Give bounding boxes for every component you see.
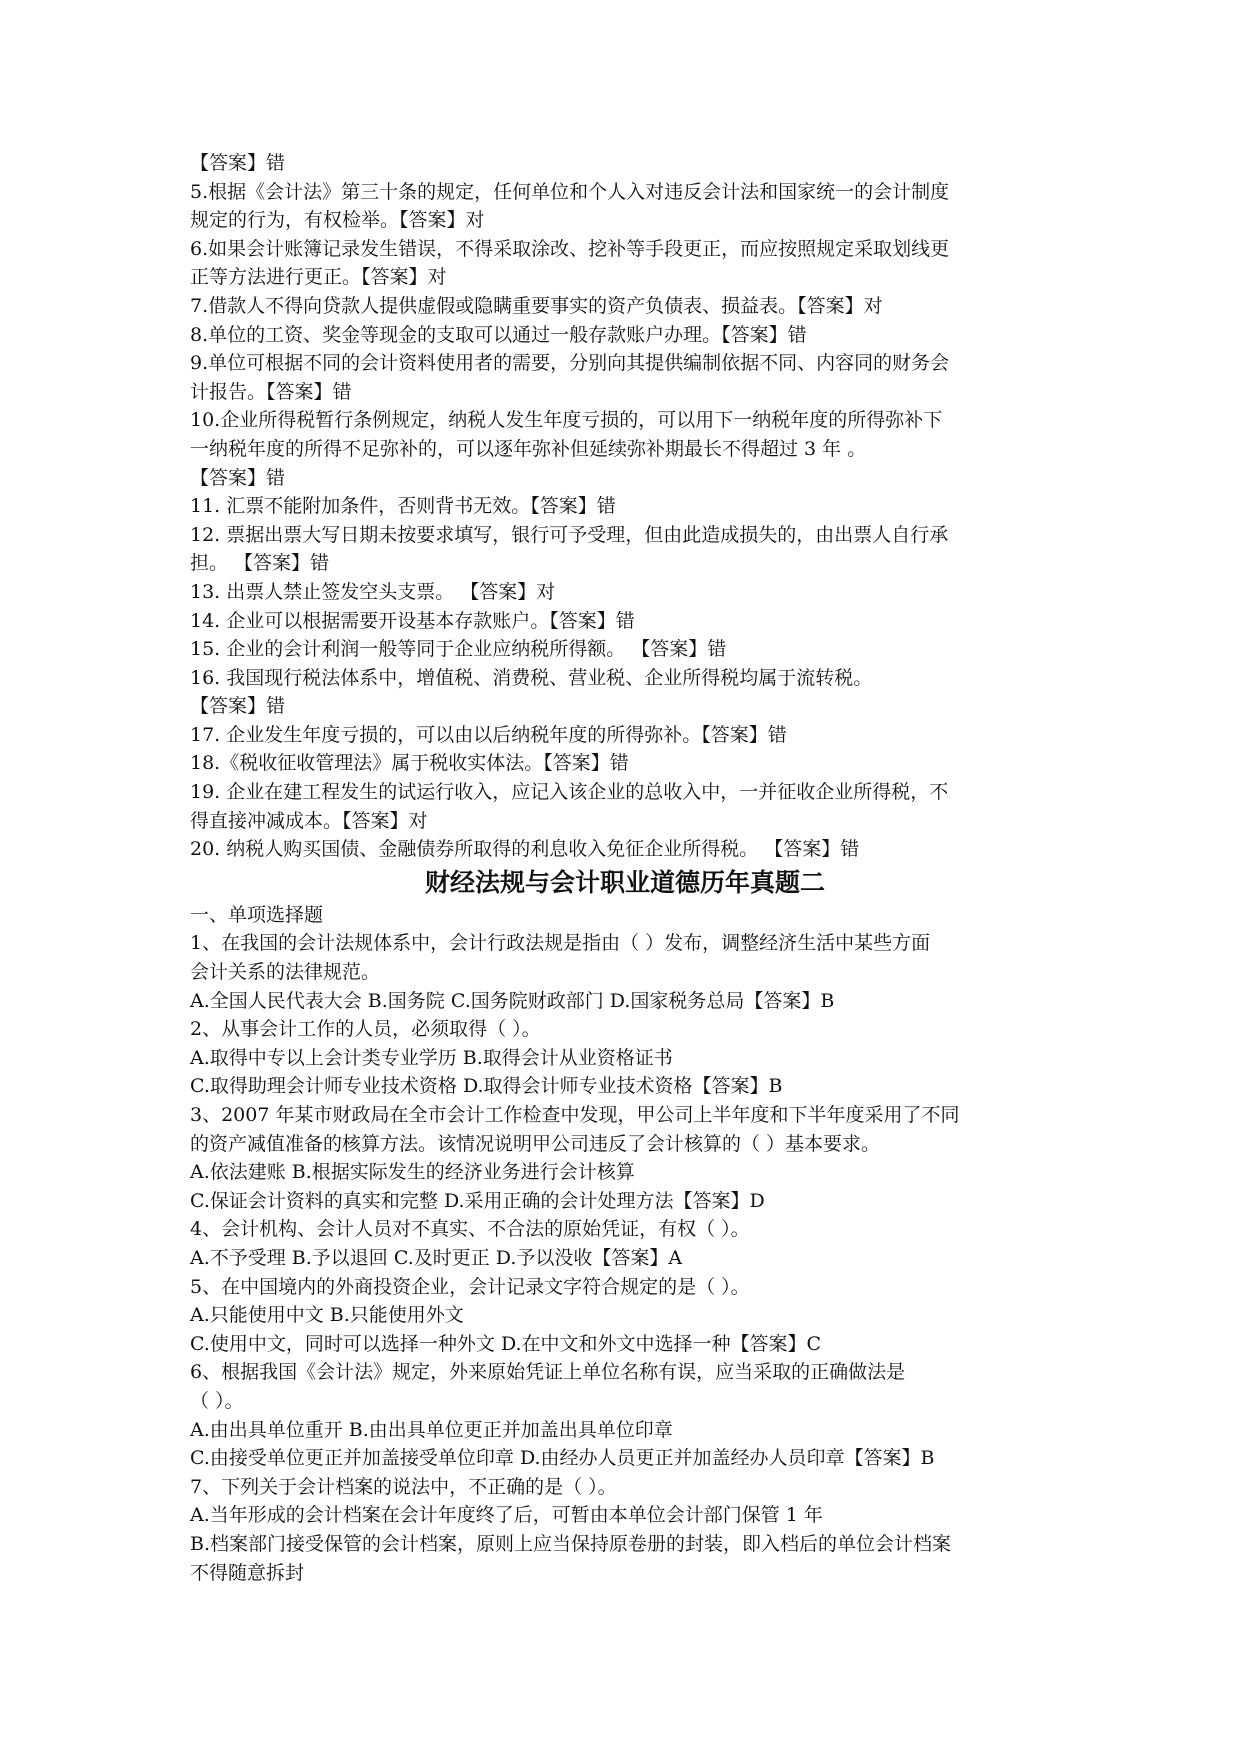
text-line: 不得随意拆封 [190,1561,305,1584]
text-line: A.依法建账 B.根据实际发生的经济业务进行会计核算 [190,1161,635,1184]
text-line: 7、下列关于会计档案的说法中，不正确的是（ ）。 [190,1475,617,1498]
text-line: C.由接受单位更正并加盖接受单位印章 D.由经办人员更正并加盖经办人员印章【答案】B [190,1447,935,1470]
text-line: 19. 企业在建工程发生的试运行收入，应记入该企业的总收入中，一并征收企业所得税，不 [190,781,949,804]
text-line: 12. 票据出票大写日期未按要求填写，银行可予受理，但由此造成损失的，由出票人自行承 [190,523,949,546]
text-line: 【答案】错 [190,152,286,174]
text-line: 【答案】错 [190,466,286,489]
text-line: 2、从事会计工作的人员，必须取得（ ）。 [190,1018,541,1041]
text-line: C.使用中文，同时可以选择一种外文 D.在中文和外文中选择一种【答案】C [190,1332,822,1355]
text-line: 会计关系的法律规范。 [190,961,381,984]
text-line: 正等方法进行更正。【答案】对 [190,266,447,289]
text-line: 6、根据我国《会计法》规定，外来原始凭证上单位名称有误，应当采取的正确做法是 [190,1361,906,1384]
text-line: 10.企业所得税暂行条例规定，纳税人发生年度亏损的，可以用下一纳税年度的所得弥补下 [190,409,943,432]
text-line: 4、会计机构、会计人员对不真实、不合法的原始凭证，有权（ ）。 [190,1218,750,1241]
text-line: 14. 企业可以根据需要开设基本存款账户。【答案】错 [190,609,635,632]
text-line: A.不予受理 B.予以退回 C.及时更正 D.予以没收【答案】A [190,1246,683,1269]
text-line: C.保证会计资料的真实和完整 D.采用正确的会计处理方法【答案】D [190,1189,765,1212]
text-line: 20. 纳税人购买国债、金融债券所取得的利息收入免征企业所得税。 【答案】错 [190,838,860,861]
text-line: 9.单位可根据不同的会计资料使用者的需要，分别向其提供编制依据不同、内容同的财务会 [190,352,950,375]
text-line: 11. 汇票不能附加条件，否则背书无效。【答案】错 [190,495,616,518]
text-line: 5.根据《会计法》第三十条的规定，任何单位和个人入对违反会计法和国家统一的会计制度 [190,180,950,203]
text-line: 一、单项选择题 [190,903,324,926]
text-line: C.取得助理会计师专业技术资格 D.取得会计师专业技术资格【答案】B [190,1075,783,1098]
text-line: 6.如果会计账簿记录发生错误，不得采取涂改、挖补等手段更正，而应按照规定采取划线更 [190,237,950,260]
text-line: 担。 【答案】错 [190,552,330,575]
text-line: 17. 企业发生年度亏损的，可以由以后纳税年度的所得弥补。【答案】错 [190,723,787,746]
text-line: 规定的行为，有权检举。【答案】对 [190,209,485,232]
text-line: 5、在中国境内的外商投资企业，会计记录文字符合规定的是（ ）。 [190,1275,750,1298]
text-line: 一纳税年度的所得不足弥补的，可以逐年弥补但延续弥补期最长不得超过 3 年 。 [190,437,867,460]
text-line: 8.单位的工资、奖金等现金的支取可以通过一般存款账户办理。【答案】错 [190,323,807,346]
text-line: A.取得中专以上会计类专业学历 B.取得会计从业资格证书 [190,1046,673,1069]
text-line: 15. 企业的会计利润一般等同于企业应纳税所得额。 【答案】错 [190,638,727,661]
text-line: A.全国人民代表大会 B.国务院 C.国务院财政部门 D.国家税务总局【答案】B [190,989,835,1012]
text-line: 18.《税收征收管理法》属于税收实体法。【答案】错 [190,752,629,775]
text-line: 计报告。【答案】错 [190,380,352,403]
section-title: 财经法规与会计职业道德历年真题二 [424,867,825,897]
text-line: 7.借款人不得向贷款人提供虚假或隐瞒重要事实的资产负债表、损益表。【答案】对 [190,294,883,317]
text-line: （ ）。 [190,1389,244,1412]
text-line: A.当年形成的会计档案在会计年度终了后，可暂由本单位会计部门保管 1 年 [190,1504,823,1527]
text-line: 3、2007 年某市财政局在全市会计工作检查中发现，甲公司上半年度和下半年度采用了不同 [190,1104,960,1126]
text-line: A.由出具单位重开 B.由出具单位更正并加盖出具单位印章 [190,1418,673,1441]
text-line: 1、在我国的会计法规体系中，会计行政法规是指由（ ）发布，调整经济生活中某些方面 [190,932,931,955]
text-line: A.只能使用中文 B.只能使用外文 [190,1304,464,1327]
text-line: 【答案】错 [190,695,286,718]
text-line: 得直接冲减成本。【答案】对 [190,809,428,832]
text-line: 的资产减值准备的核算方法。该情况说明甲公司违反了会计核算的（ ）基本要求。 [190,1132,881,1155]
text-line: B.档案部门接受保管的会计档案，原则上应当保持原卷册的封装，即入档后的单位会计档案 [190,1532,952,1555]
text-line: 13. 出票人禁止签发空头支票。 【答案】对 [190,580,556,603]
document-body [190,149,1060,1587]
text-line: 16. 我国现行税法体系中，增值税、消费税、营业税、企业所得税均属于流转税。 [190,666,873,689]
